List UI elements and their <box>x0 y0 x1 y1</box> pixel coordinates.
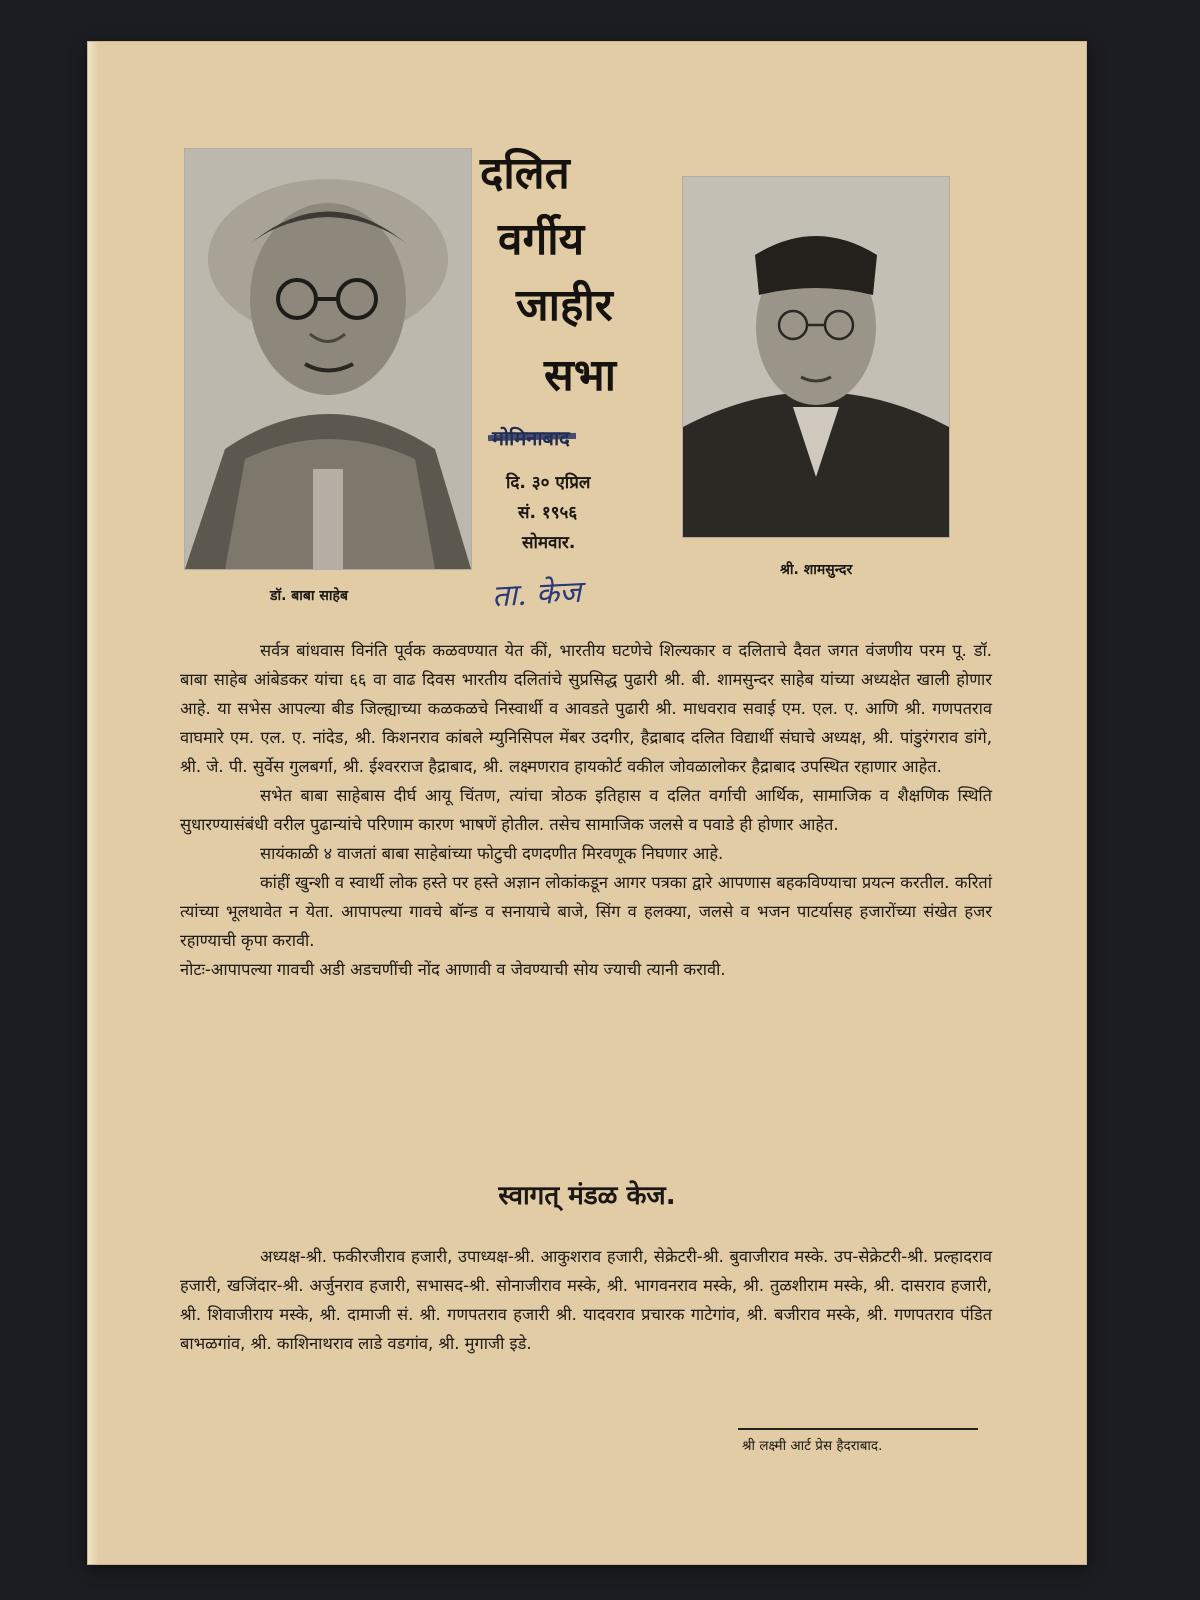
printer-rule <box>738 1428 978 1430</box>
paragraph-warning: कांहीं खुन्शी व स्वार्थी लोक हस्ते पर हस्ते अज्ञान लोकांकडून आगर पत्रका द्वारे आपणास बहकविण्याचा प्रयत्न करतील. करितां त्यांच्या भूलथावेत न येता. आपापल्या गावचे बॉन्ड व सनायाचे बाजे, सिंग व हलक्या, जलसे व भजन पाटर्यासह हजारोंच्या संखेत हजर रहाण्याची कृपा करावी. <box>180 873 992 950</box>
paper-edge-highlight <box>88 42 98 1564</box>
committee-heading: स्वागत् मंडळ केज. <box>498 1181 676 1211</box>
paragraph-invitation: सर्वत्र बांधवास विनंति पूर्वक कळवण्यात येत कीं, भारतीय घटणेचे शिल्यकार व दलिताचे दैवत जगत वंजणीय परम पू. डॉ. बाबा साहेब आंबेडकर यांचा ६६ वा वाढ दिवस भारतीय दलितांचे सुप्रसिद्ध पुढारी श्री. बी. शामसुन्दर साहेब यांच्या अध्यक्षेत खाली होणार आहे. या सभेस आपल्या बीड जिल्ह्याच्या कळकळचे निस्वार्थी व आवडते पुढारी श्री. माधवराव सवाई एम. एल. ए. आणि श्री. गणपतराव वाघमारे एम. एल. ए. नांदेड, श्री. किशनराव कांबले म्युनिसिपल मेंबर उदगीर, हैद्राबाद दलित विद्यार्थी संघाचे अध्यक्ष, श्री. पांडुरंगराव डांगे, श्री. जे. पी. सुर्वेस गुलबर्गा, श्री. ईश्वरराज हैद्राबाद, श्री. लक्ष्मणराव हायकोर्ट वकील जोवळालोकर हैद्राबाद उपस्थित रहाणार आहेत. <box>180 641 992 776</box>
title-word-3: जाहीर <box>516 280 613 331</box>
committee-members <box>180 1242 992 1358</box>
committee-members-text: अध्यक्ष-श्री. फकीरजीराव हजारी, उपाध्यक्ष-श्री. आकुशराव हजारी, सेक्रेटरी-श्री. बुवाजीराव मस्के. उप-सेक्रेटरी-श्री. प्रल्हादराव हजारी, खजिंदार-श्री. अर्जुनराव हजारी, सभासद-श्री. सोनाजीराव मस्के, श्री. भागवनराव मस्के, श्री. तुळशीराम मस्के, श्री. दासराव हजारी, श्री. शिवाजीराय मस्के, श्री. दामाजी सं. श्री. गणपतराव हजारी श्री. यादवराव प्रचारक गाटेगांव, श्री. बजीराव मस्के, श्री. गणपतराव पंडित बाभळगांव, श्री. काशिनाथराव लाडे वडगांव, श्री. मुगाजी इडे. <box>180 1247 992 1353</box>
printer-credit: श्री लक्ष्मी आर्ट प्रेस हैदराबाद. <box>742 1438 883 1454</box>
handwritten-place: ता. केज <box>491 574 583 615</box>
portrait-left-caption: डॉ. बाबा साहेब <box>270 588 348 604</box>
paragraph-program: सभेत बाबा साहेबास दीर्घ आयू चिंतण, त्यांचा त्रोठक इतिहास व दलित वर्गाची आर्थिक, सामाजिक व शैक्षणिक स्थिति सुधारण्यासंबंधी वरील पुढान्यांचे परिणाम कारण भाषणें होतील. तसेच सामाजिक जलसे व पवाडे ही होणार आहेत. <box>180 786 992 834</box>
date-line-1: दि. ३० एप्रिल <box>506 473 591 493</box>
portrait-right <box>682 176 950 538</box>
portrait-right-caption: श्री. शामसुन्दर <box>780 562 853 578</box>
announcement-body <box>180 636 992 984</box>
pamphlet-paper <box>88 42 1086 1564</box>
title-word-4: सभा <box>544 350 617 401</box>
date-line-2: सं. १९५६ <box>518 503 578 523</box>
portrait-left-image <box>185 149 471 569</box>
struck-place-name <box>492 424 570 451</box>
note-line: नोटः-आपापल्या गावची अडी अडचणींची नोंद आणावी व जेवण्याची सोय ज्याची त्यानी करावी. <box>180 960 726 979</box>
title-word-1: दलित <box>480 148 570 199</box>
title-word-2: वर्गीय <box>498 214 585 265</box>
paragraph-procession: सायंकाळी ४ वाजतां बाबा साहेबांच्या फोटुची दणदणीत मिरवणूक निघणार आहे. <box>260 844 724 863</box>
date-line-3: सोमवार. <box>522 533 576 553</box>
portrait-right-image <box>683 177 949 537</box>
portrait-left <box>184 148 472 570</box>
